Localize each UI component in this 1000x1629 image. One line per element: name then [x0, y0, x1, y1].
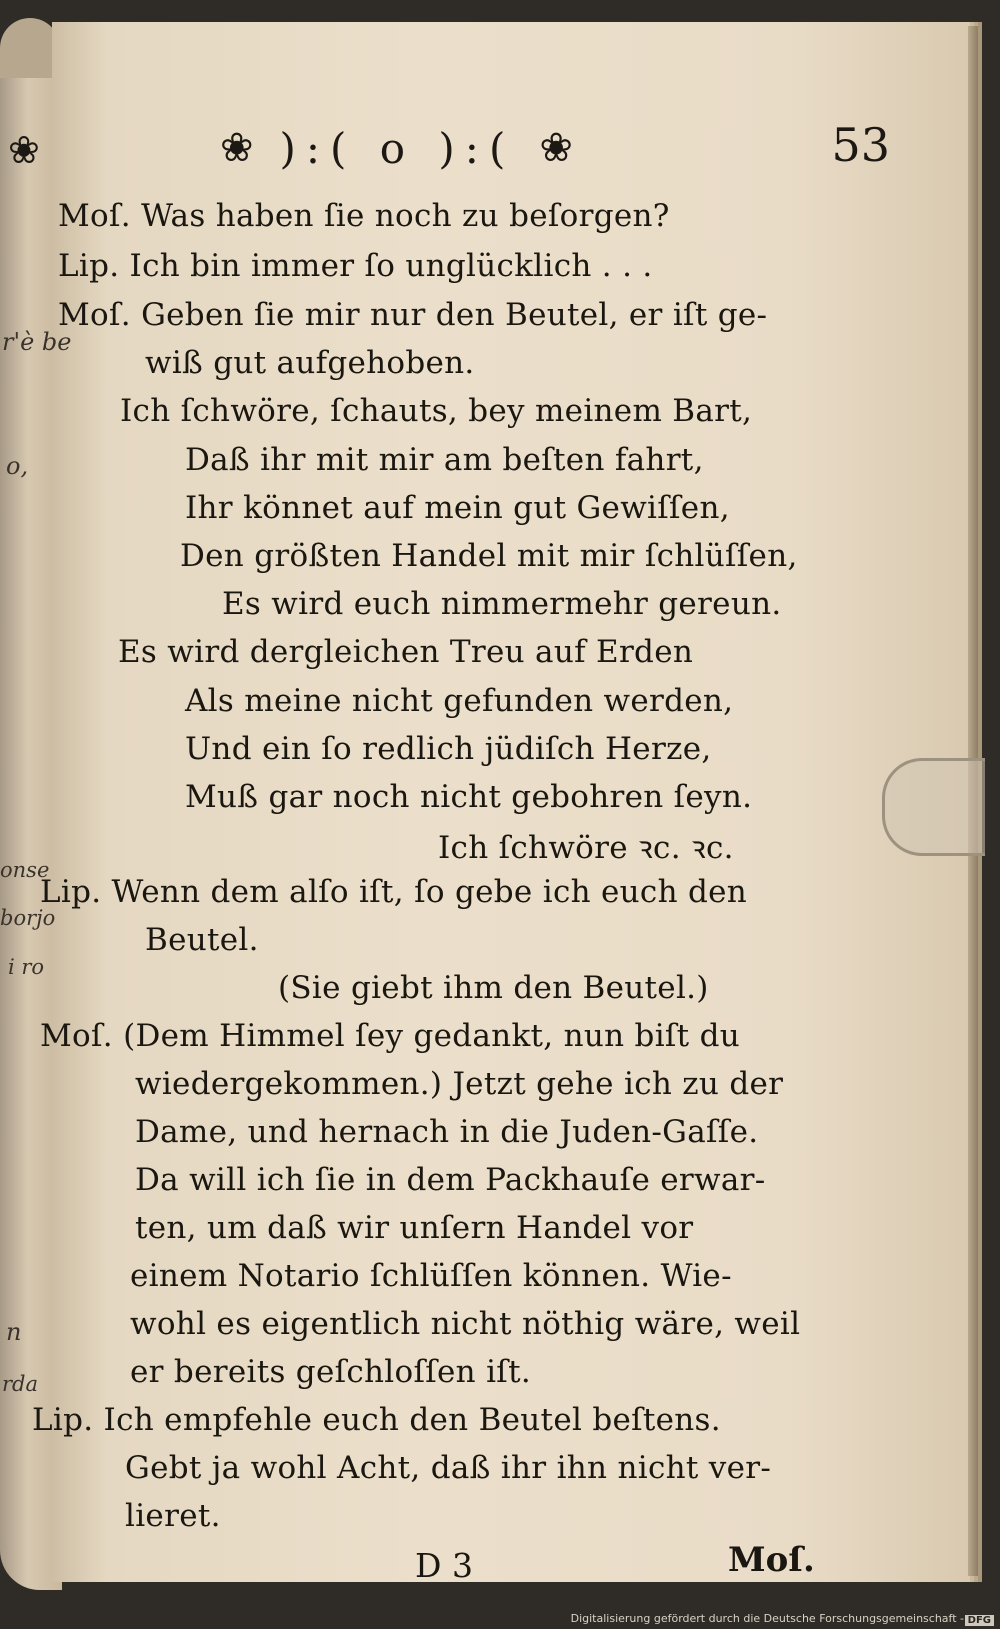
text-line: Moſ. Was haben ſie noch zu beſorgen? — [58, 198, 670, 234]
text-line: Ich ſchwöre ꝛc. ꝛc. — [438, 830, 734, 866]
left-fragment: rda — [2, 1372, 39, 1396]
text-line: Lip. Ich empfehle euch den Beutel beſtens. — [32, 1402, 721, 1438]
text-line: Es wird euch nimmermehr gereun. — [222, 586, 782, 622]
header-decoration: ):( o ):( — [279, 123, 516, 173]
text-line: ten, um daß wir unſern Handel vor — [135, 1210, 694, 1246]
left-fragment: borjo — [0, 906, 56, 930]
left-fragment: o, — [6, 452, 29, 480]
text-line: Lip. Ich bin immer ſo unglücklich . . . — [58, 248, 653, 284]
signature-mark: D 3 — [415, 1546, 473, 1585]
left-fragment: i ro — [8, 955, 45, 979]
text-line: Als meine nicht gefunden werden, — [185, 683, 734, 719]
text-line: Es wird dergleichen Treu auf Erden — [118, 634, 694, 670]
page-number: 53 — [831, 118, 890, 172]
text-line: Und ein ſo redlich jüdiſch Herze, — [185, 731, 712, 767]
text-line: wiedergekommen.) Jetzt gehe ich zu der — [135, 1066, 784, 1102]
text-line: Gebt ja wohl Acht, daß ihr ihn nicht ver- — [125, 1450, 772, 1486]
text-line: wohl es eigentlich nicht nöthig wäre, weil — [130, 1306, 801, 1342]
text-line: er bereits geſchloſſen iſt. — [130, 1354, 531, 1390]
text-line: Muß gar noch nicht gebohren ſeyn. — [185, 779, 753, 815]
dfg-logo: DFG — [965, 1615, 994, 1626]
left-page-ornament-icon: ❀ — [8, 128, 40, 172]
catchword: Moſ. — [728, 1540, 815, 1580]
left-fragment: onse — [0, 858, 50, 882]
text-line: Ihr könnet auf mein gut Gewiſſen, — [185, 490, 730, 526]
text-line: Moſ. Geben ſie mir nur den Beutel, er iſt ge- — [58, 297, 768, 333]
text-line: lieret. — [125, 1498, 221, 1534]
text-line: einem Notario ſchlüſſen können. Wie- — [130, 1258, 732, 1294]
text-line: Dame, und hernach in die Juden-Gaſſe. — [135, 1114, 759, 1150]
text-line: Da will ich ſie in dem Packhauſe erwar- — [135, 1162, 766, 1198]
digitization-credit: Digitalisierung gefördert durch die Deutsche Forschungsgemeinschaft - — [570, 1612, 964, 1625]
text-line: Moſ. (Dem Himmel ſey gedankt, nun biſt du — [40, 1018, 741, 1054]
text-line: Lip. Wenn dem alſo iſt, ſo gebe ich euch den — [40, 874, 748, 910]
left-fragment: n — [6, 1318, 22, 1346]
text-line: Ich ſchwöre, ſchauts, bey meinem Bart, — [120, 393, 753, 429]
text-line: Den größten Handel mit mir ſchlüſſen, — [180, 538, 798, 574]
text-line: Daß ihr mit mir am beſten fahrt, — [185, 442, 704, 478]
text-line: wiß gut aufgehoben. — [145, 345, 475, 381]
text-line: Beutel. — [145, 922, 259, 958]
flower-ornament-icon: ❀ — [539, 125, 575, 171]
text-line: (Sie giebt ihm den Beutel.) — [278, 970, 709, 1006]
flower-ornament-icon: ❀ — [220, 125, 256, 171]
left-fragment: r'è be — [2, 328, 72, 356]
